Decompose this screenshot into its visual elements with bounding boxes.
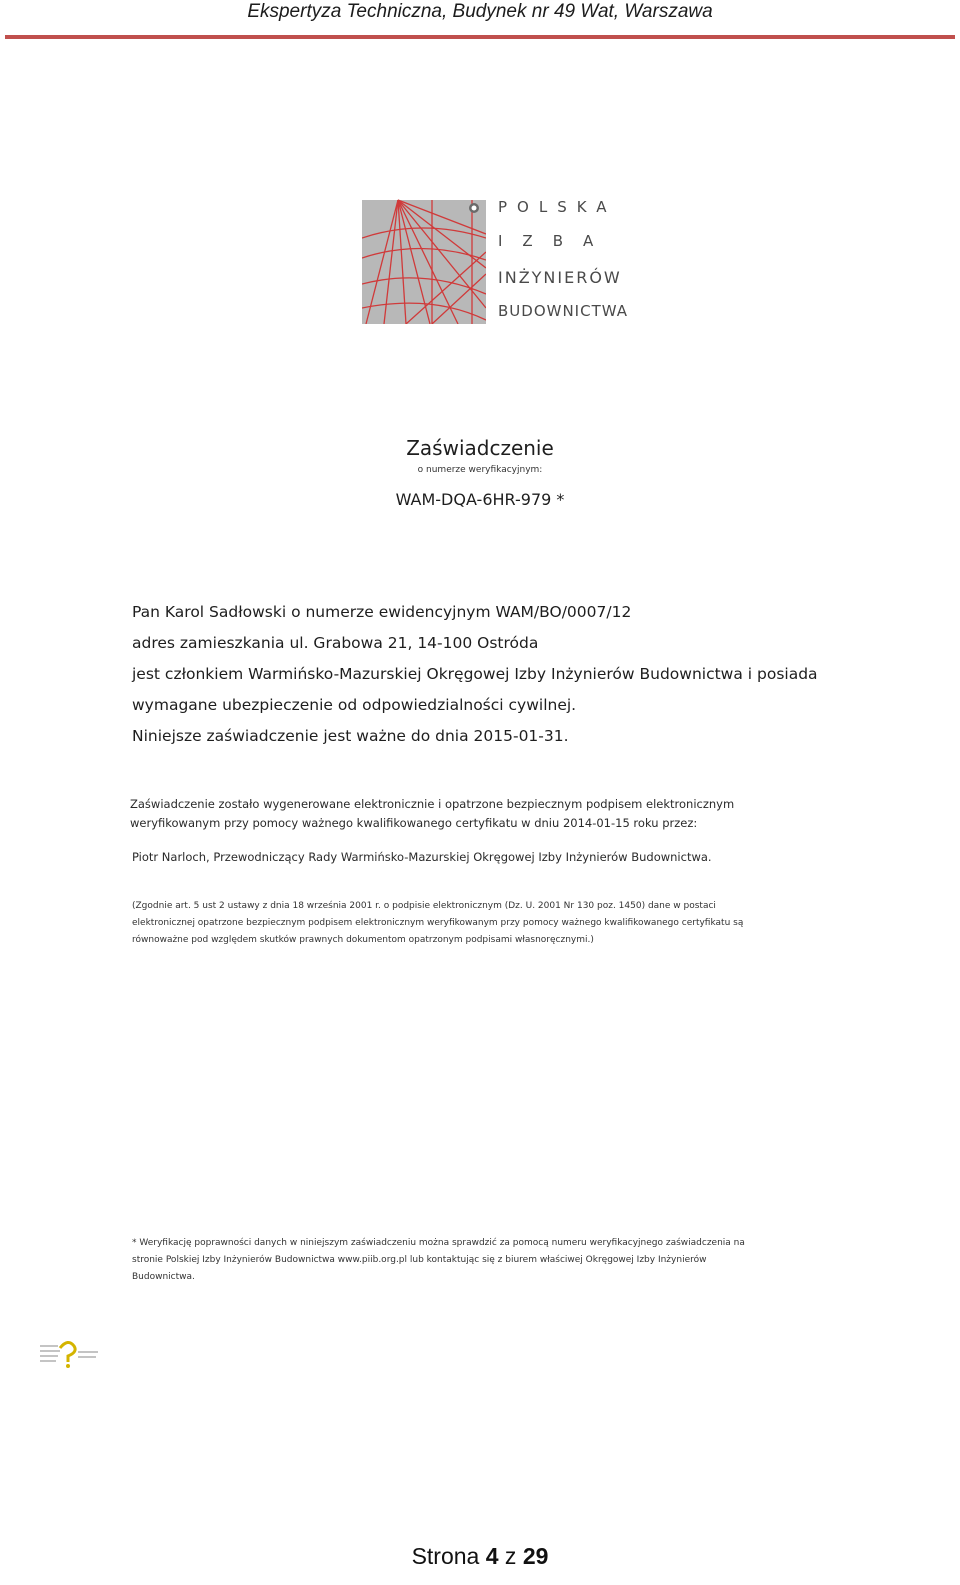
certificate-subtitle: o numerze weryfikacyjnym: (417, 465, 543, 475)
page-header: Ekspertyza Techniczna, Budynek nr 49 Wat, Warszawa (247, 1, 713, 22)
body-line: adres zamieszkania ul. Grabowa 21, 14-100 Ostróda (132, 634, 539, 652)
stamp-icon (38, 1338, 100, 1370)
piib-logo (362, 198, 632, 328)
signer: Piotr Narloch, Przewodniczący Rady Warmińsko-Mazurskiej Okręgowej Izby Inżynierów Budownictwa. (132, 850, 712, 864)
current-page: 4 (485, 1543, 499, 1569)
page-number (0, 1543, 960, 1570)
footnote-line: * Weryfikację poprawności danych w niniejszym zaświadczeniu można sprawdzić za pomocą numeru weryfikacyjnego zaświadczenia na (132, 1238, 745, 1248)
logo-line-2: IZBA (498, 232, 614, 250)
certificate-body (132, 597, 852, 752)
legal-note-line: elektronicznej opatrzone bezpiecznym podpisem elektronicznym weryfikowanym przy pomocy ważnego kwalifikowanego certyfikatu są (132, 918, 744, 928)
body-line: wymagane ubezpieczenie od odpowiedzialności cywilnej. (132, 696, 577, 714)
body-line: Niniejsze zaświadczenie jest ważne do dnia 2015-01-31. (132, 727, 569, 745)
verification-number: WAM-DQA-6HR-979 * (395, 490, 565, 509)
footnote-line: Budownictwa. (132, 1272, 195, 1282)
logo-line-4: BUDOWNICTWA (498, 302, 629, 320)
legal-note-line: równoważne pod względem skutków prawnych dokumentom opatrzonym podpisami własnoręcznymi.) (132, 935, 594, 945)
legal-note-line: (Zgodnie art. 5 ust 2 ustawy z dnia 18 września 2001 r. o podpisie elektronicznym (Dz. U. 2001 Nr 130 poz. 1450) dane w postaci (132, 901, 716, 911)
logo-line-1: POLSKA (498, 198, 617, 216)
footnote-line: stronie Polskiej Izby Inżynierów Budownictwa www.piib.org.pl lub kontaktując się z biurem właściwej Okręgowej Izby Inżynierów (132, 1255, 707, 1265)
footnote (132, 1235, 847, 1286)
generation-note-line: Zaświadczenie zostało wygenerowane elektronicznie i opatrzone bezpiecznym podpisem elektronicznym (130, 797, 735, 811)
body-line: jest członkiem Warmińsko-Mazurskiej Okręgowej Izby Inżynierów Budownictwa i posiada (132, 665, 818, 683)
page-label: Strona (411, 1543, 480, 1569)
total-pages: 29 (522, 1543, 549, 1569)
body-line: Pan Karol Sadłowski o numerze ewidencyjnym WAM/BO/0007/12 (132, 603, 632, 621)
logo-line-3: INŻYNIERÓW (498, 268, 622, 287)
piib-logo-emblem-icon (362, 198, 486, 324)
legal-note (132, 898, 847, 949)
page-separator: z (504, 1543, 517, 1569)
certificate-title: Zaświadczenie (406, 436, 554, 460)
header-rule (5, 35, 955, 39)
generation-note-line: weryfikowanym przy pomocy ważnego kwalifikowanego certyfikatu w dniu 2014-01-15 roku przez: (130, 816, 698, 830)
generation-note (130, 795, 845, 833)
